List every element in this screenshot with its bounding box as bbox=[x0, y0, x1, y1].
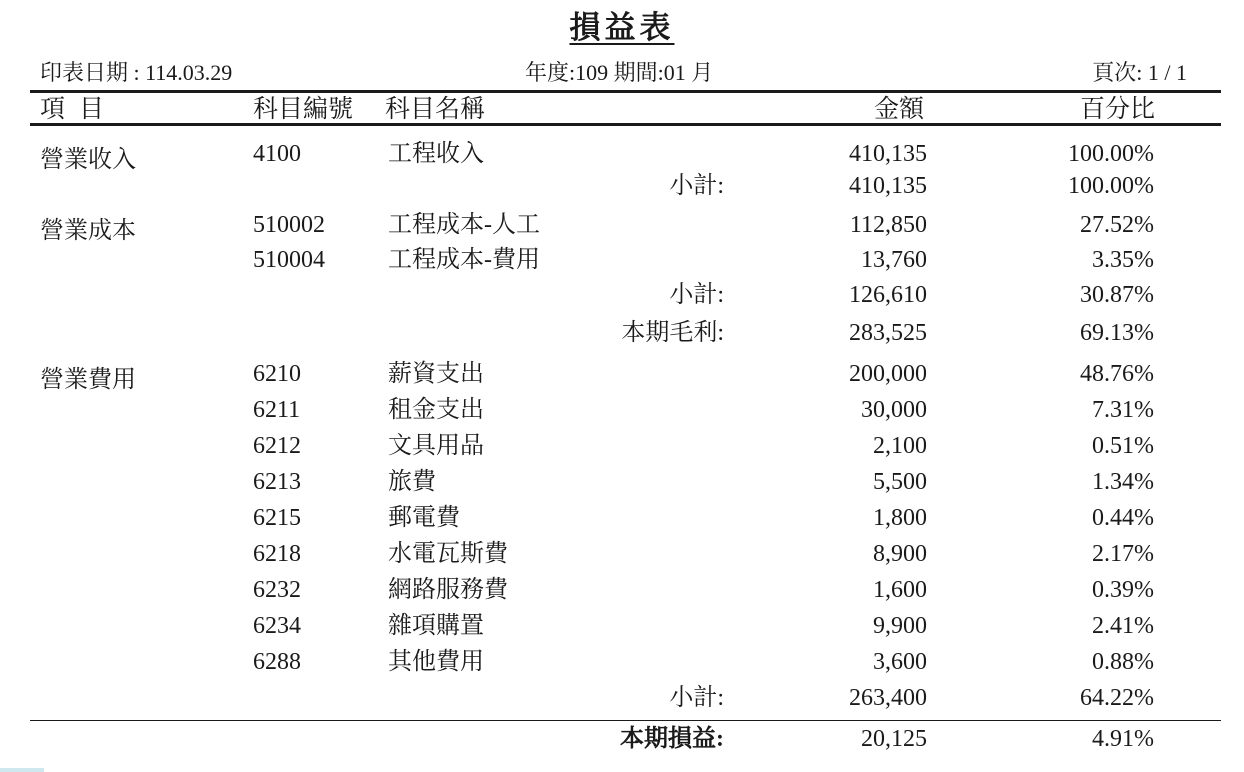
percent-value: 2.41% bbox=[1092, 613, 1154, 639]
column-header-code: 科目編號 bbox=[253, 96, 354, 123]
report-title: 損益表 bbox=[569, 10, 675, 45]
percent-value: 7.31% bbox=[1092, 397, 1154, 423]
row-label: 小計: bbox=[669, 685, 724, 711]
account-code: 6211 bbox=[253, 397, 301, 423]
table-row bbox=[0, 573, 1244, 607]
table-row bbox=[0, 316, 1244, 350]
print-date: 印表日期 : 114.03.29 bbox=[40, 60, 233, 85]
amount-value: 1,600 bbox=[873, 577, 927, 603]
account-code: 6288 bbox=[253, 649, 301, 675]
amount-value: 410,135 bbox=[849, 173, 927, 199]
percent-value: 100.00% bbox=[1068, 141, 1154, 167]
account-code: 510004 bbox=[253, 247, 325, 273]
amount-value: 5,500 bbox=[873, 469, 927, 495]
amount-value: 3,600 bbox=[873, 649, 927, 675]
row-label: 小計: bbox=[669, 173, 724, 199]
percent-value: 30.87% bbox=[1080, 282, 1154, 308]
account-code: 6213 bbox=[253, 469, 301, 495]
table-row bbox=[0, 609, 1244, 643]
amount-value: 8,900 bbox=[873, 541, 927, 567]
percent-value: 0.51% bbox=[1092, 433, 1154, 459]
table-row bbox=[0, 645, 1244, 679]
account-name: 文具用品 bbox=[388, 433, 484, 459]
total-rule bbox=[30, 720, 1221, 721]
account-name: 薪資支出 bbox=[388, 361, 484, 387]
account-code: 6234 bbox=[253, 613, 301, 639]
percent-value: 3.35% bbox=[1092, 247, 1154, 273]
percent-value: 27.52% bbox=[1080, 212, 1154, 238]
percent-value: 0.88% bbox=[1092, 649, 1154, 675]
account-code: 6232 bbox=[253, 577, 301, 603]
corner-mark bbox=[0, 768, 44, 772]
table-row bbox=[0, 722, 1244, 756]
amount-value: 263,400 bbox=[849, 685, 927, 711]
column-header-name: 科目名稱 bbox=[385, 96, 486, 123]
table-row bbox=[0, 501, 1244, 535]
percent-value: 48.76% bbox=[1080, 361, 1154, 387]
account-code: 6215 bbox=[253, 505, 301, 531]
amount-value: 126,610 bbox=[849, 282, 927, 308]
amount-value: 410,135 bbox=[849, 141, 927, 167]
header-bottom-rule bbox=[30, 123, 1221, 126]
account-name: 工程收入 bbox=[388, 141, 484, 167]
row-category: 營業成本 bbox=[40, 218, 136, 244]
percent-value: 69.13% bbox=[1080, 320, 1154, 346]
account-name: 雜項購置 bbox=[388, 613, 484, 639]
amount-value: 13,760 bbox=[861, 247, 927, 273]
table-row bbox=[0, 357, 1244, 391]
percent-value: 0.44% bbox=[1092, 505, 1154, 531]
report-period: 年度:109 期間:01 月 bbox=[525, 60, 714, 85]
table-row bbox=[0, 681, 1244, 715]
table-row bbox=[0, 137, 1244, 171]
percent-value: 2.17% bbox=[1092, 541, 1154, 567]
column-header-item: 項目 bbox=[40, 96, 119, 123]
table-row bbox=[0, 278, 1244, 312]
column-header-percent: 百分比 bbox=[1079, 96, 1155, 123]
row-category: 營業收入 bbox=[40, 147, 136, 173]
amount-value: 283,525 bbox=[849, 320, 927, 346]
account-name: 租金支出 bbox=[388, 397, 484, 423]
account-code: 510002 bbox=[253, 212, 325, 238]
row-category: 營業費用 bbox=[40, 367, 136, 393]
percent-value: 1.34% bbox=[1092, 469, 1154, 495]
row-label: 小計: bbox=[669, 282, 724, 308]
account-name: 工程成本-人工 bbox=[388, 212, 540, 238]
percent-value: 0.39% bbox=[1092, 577, 1154, 603]
amount-value: 20,125 bbox=[861, 726, 927, 752]
percent-value: 64.22% bbox=[1080, 685, 1154, 711]
table-row bbox=[0, 208, 1244, 242]
amount-value: 9,900 bbox=[873, 613, 927, 639]
account-name: 網路服務費 bbox=[388, 577, 508, 603]
account-code: 6218 bbox=[253, 541, 301, 567]
column-header-amount: 金額 bbox=[873, 96, 924, 123]
table-row bbox=[0, 429, 1244, 463]
account-name: 工程成本-費用 bbox=[388, 247, 540, 273]
header-top-rule bbox=[30, 90, 1221, 93]
table-row bbox=[0, 465, 1244, 499]
amount-value: 30,000 bbox=[861, 397, 927, 423]
account-name: 水電瓦斯費 bbox=[388, 541, 508, 567]
account-name: 旅費 bbox=[388, 469, 436, 495]
page-number: 頁次: 1 / 1 bbox=[1092, 60, 1187, 85]
account-code: 6210 bbox=[253, 361, 301, 387]
amount-value: 1,800 bbox=[873, 505, 927, 531]
table-row bbox=[0, 537, 1244, 571]
table-row bbox=[0, 393, 1244, 427]
amount-value: 2,100 bbox=[873, 433, 927, 459]
table-row bbox=[0, 243, 1244, 277]
account-name: 其他費用 bbox=[388, 649, 484, 675]
account-code: 4100 bbox=[253, 141, 301, 167]
row-label: 本期損益: bbox=[620, 726, 724, 752]
account-code: 6212 bbox=[253, 433, 301, 459]
percent-value: 100.00% bbox=[1068, 173, 1154, 199]
percent-value: 4.91% bbox=[1092, 726, 1154, 752]
table-row bbox=[0, 169, 1244, 203]
account-name: 郵電費 bbox=[388, 505, 460, 531]
row-label: 本期毛利: bbox=[621, 320, 724, 346]
amount-value: 112,850 bbox=[849, 212, 927, 238]
amount-value: 200,000 bbox=[849, 361, 927, 387]
